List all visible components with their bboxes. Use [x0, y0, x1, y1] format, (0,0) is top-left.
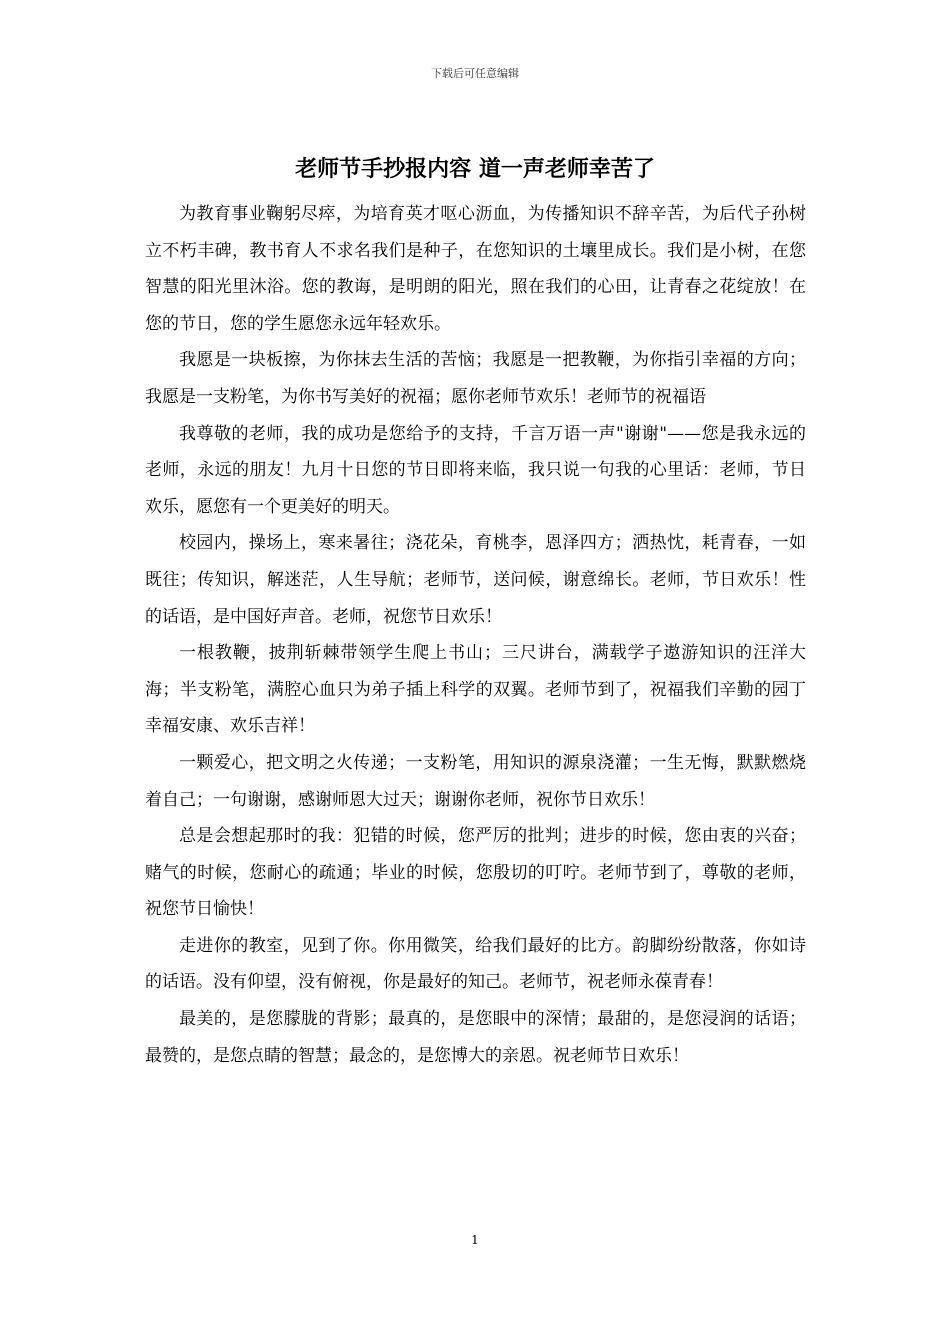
paragraph-7: 总是会想起那时的我：犯错的时候，您严厉的批判；进步的时候，您由衷的兴奋；赌气的时候，您耐心的疏通；毕业的时候，您殷切的叮咛。老师节到了，尊敬的老师，祝您节日愉快！ [145, 826, 806, 920]
paragraph-4: 校园内，操场上，寒来暑往；浇花朵，育桃李，恩泽四方；洒热忱，耗青春，一如既往；传知识，解迷茫，人生导航；老师节，送问候，谢意绵长。老师，节日欢乐！性的话语，是中国好声音。老师，祝您节日欢乐！ [145, 533, 806, 627]
paragraph-1: 为教育事业鞠躬尽瘁，为培育英才呕心沥血，为传播知识不辞辛苦，为后代子孙树立不朽丰碑，教书育人不求名我们是种子，在您知识的土壤里成长。我们是小树，在您智慧的阳光里沐浴。您的教诲，是明朗的阳光，照在我们的心田，让青春之花绽放！在您的节日，您的学生愿您永远年轻欢乐。 [145, 204, 806, 334]
paragraph-8: 走进你的教室，见到了你。你用微笑，给我们最好的比方。韵脚纷纷散落，你如诗的话语。没有仰望，没有俯视，你是最好的知己。老师节，祝老师永葆青春！ [145, 935, 806, 993]
document-title: 老师节手抄报内容 道一声老师幸苦了 [295, 157, 655, 182]
paragraph-6: 一颗爱心，把文明之火传递；一支粉笔，用知识的源泉浇灌；一生无悔，默默燃烧着自己；一句谢谢，感谢师恩大过天；谢谢你老师，祝你节日欢乐！ [145, 752, 806, 810]
paragraph-2: 我愿是一块板擦，为你抹去生活的苦恼；我愿是一把教鞭，为你指引幸福的方向；我愿是一支粉笔，为你书写美好的祝福；愿你老师节欢乐！老师节的祝福语 [145, 350, 806, 407]
paragraph-3: 我尊敬的老师，我的成功是您给予的支持，千言万语一声"谢谢"——您是我永远的老师，永远的朋友！九月十日您的节日即将来临，我只说一句我的心里话：老师，节日欢乐，愿您有一个更美好的明天。 [145, 423, 806, 517]
paragraph-9: 最美的，是您朦胧的背影；最真的，是您眼中的深情；最甜的，是您浸润的话语；最赞的，是您点睛的智慧；最念的，是您博大的亲恩。祝老师节日欢乐！ [145, 1009, 806, 1066]
document-body [145, 196, 806, 1074]
page-number: 1 [471, 1233, 479, 1247]
paragraph-5: 一根教鞭，披荆斩棘带领学生爬上书山；三尺讲台，满载学子遨游知识的汪洋大海；半支粉笔，满腔心血只为弟子插上科学的双翼。老师节到了，祝福我们辛勤的园丁幸福安康、欢乐吉祥！ [145, 643, 806, 737]
page-header-note: 下载后可任意编辑 [431, 67, 519, 80]
